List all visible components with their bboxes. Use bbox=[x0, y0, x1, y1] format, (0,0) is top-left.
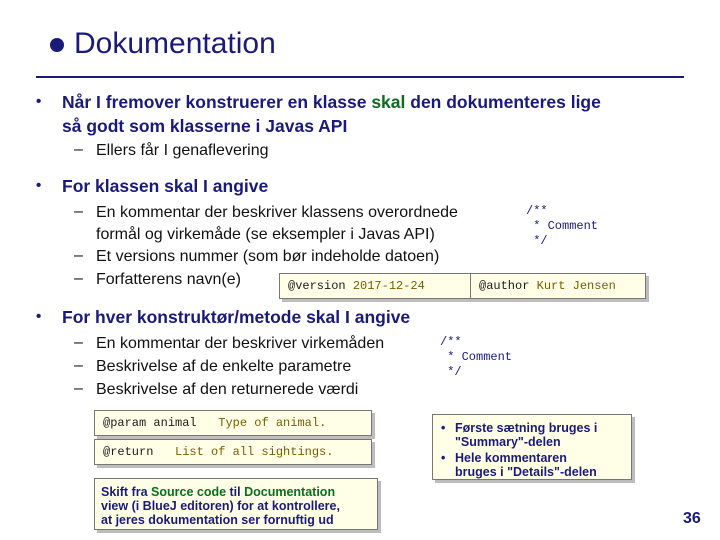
dash-marker: – bbox=[74, 247, 83, 264]
section2-sub1-line2: formål og virkemåde (se eksempler i Javas API) bbox=[96, 226, 435, 243]
section2-sub1-line1: En kommentar der beskriver klassens overordnede bbox=[96, 204, 458, 221]
section3-sub1: En kommentar der beskriver virkemåden bbox=[96, 335, 385, 352]
title-bullet bbox=[50, 38, 64, 52]
slide-number: 36 bbox=[683, 510, 701, 527]
dash-marker: – bbox=[74, 141, 83, 158]
instruction-line2: view (i BlueJ editoren) for at kontrollere, bbox=[101, 499, 340, 513]
section2-sub2: Et versions nummer (som bør indeholde datoen) bbox=[96, 248, 440, 265]
instruction-box bbox=[94, 478, 378, 530]
dash-marker: – bbox=[74, 357, 83, 374]
note1-line1: Første sætning bruges i bbox=[455, 421, 598, 435]
dash-marker: – bbox=[74, 334, 83, 351]
comment-snippet-method: /** * Comment */ bbox=[440, 335, 513, 379]
return-code-box: @return List of all sightings. bbox=[94, 439, 372, 465]
author-code-box: @author Kurt Jensen bbox=[470, 273, 646, 299]
note2-line1: Hele kommentaren bbox=[455, 451, 567, 465]
bullet-marker: • bbox=[441, 421, 446, 435]
section2-heading: For klassen skal I angive bbox=[62, 176, 269, 196]
section1-line1: Når I fremover konstruerer en klasse skal den dokumenteres lige bbox=[62, 92, 601, 112]
notes-box bbox=[432, 414, 632, 480]
bullet-marker: • bbox=[36, 177, 42, 194]
dash-marker: – bbox=[74, 203, 83, 220]
slide-title: Dokumentation bbox=[74, 27, 276, 60]
note2-line2: bruges i "Details"-delen bbox=[455, 465, 597, 479]
version-code-box: @version 2017-12-24 bbox=[279, 273, 475, 299]
section2-sub3: Forfatterens navn(e) bbox=[96, 271, 241, 288]
section3-heading: For hver konstruktør/metode skal I angive bbox=[62, 307, 411, 327]
dash-marker: – bbox=[74, 270, 83, 287]
instruction-line1: Skift fra Source code til Documentation bbox=[101, 485, 336, 499]
comment-snippet-class: /** * Comment */ bbox=[526, 204, 599, 248]
section1-line2: så godt som klasserne i Javas API bbox=[62, 116, 348, 136]
highlight-skal: skal bbox=[371, 92, 406, 112]
note1-line2: "Summary"-delen bbox=[455, 435, 561, 449]
section1-sub1: Ellers får I genaflevering bbox=[96, 142, 269, 159]
bullet-marker: • bbox=[36, 93, 42, 110]
param-code-box: @param animal Type of animal. bbox=[94, 410, 372, 436]
section3-sub3: Beskrivelse af den returnerede værdi bbox=[96, 381, 359, 398]
bullet-marker: • bbox=[36, 308, 42, 325]
instruction-line3: at jeres dokumentation ser fornuftig ud bbox=[101, 513, 334, 527]
bullet-marker: • bbox=[441, 451, 446, 465]
title-divider bbox=[36, 76, 684, 78]
section3-sub2: Beskrivelse af de enkelte parametre bbox=[96, 358, 352, 375]
dash-marker: – bbox=[74, 380, 83, 397]
